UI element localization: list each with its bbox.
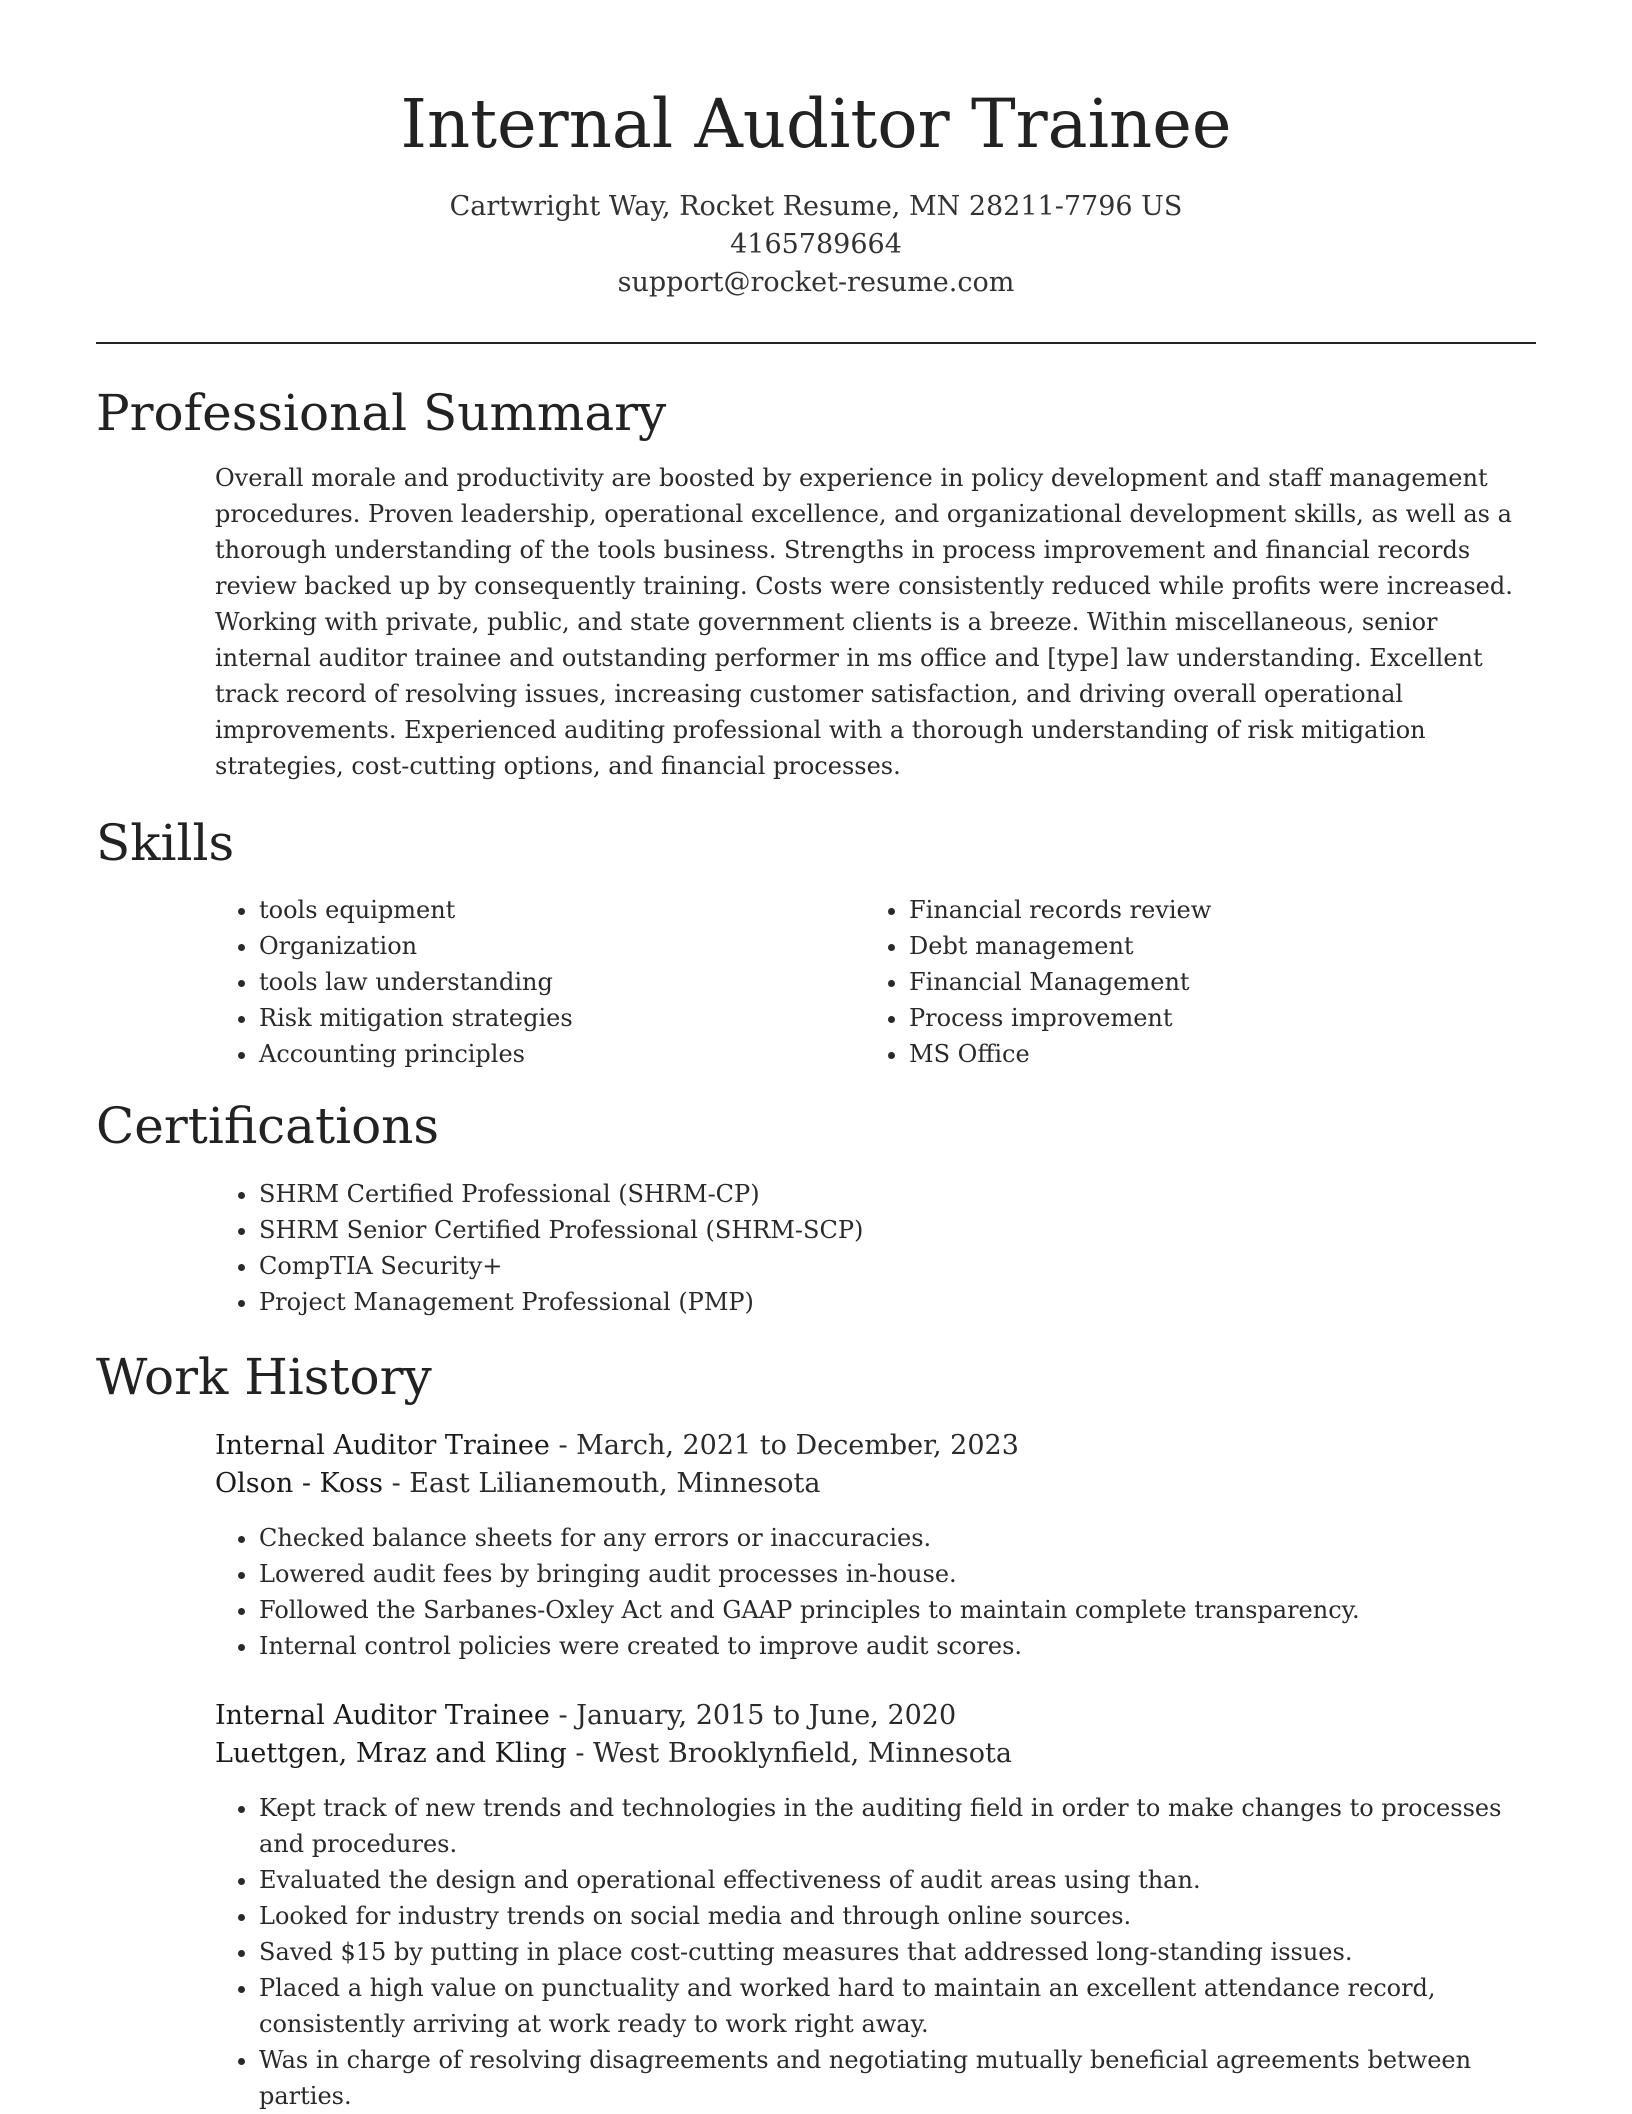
job-company: Olson - Koss <box>215 1468 383 1499</box>
job-bullet: • Followed the Sarbanes-Oxley Act and GAAP principles to maintain complete transparency. <box>259 1592 1540 1628</box>
skills-column-right <box>865 892 1211 1072</box>
certification-item: • Project Management Professional (PMP) <box>259 1284 863 1320</box>
job-bullets <box>215 1520 1540 1664</box>
skill-item: • Financial records review <box>909 892 1211 928</box>
job-bullet: • Was in charge of resolving disagreements and negotiating mutually beneficial agreements between parties. <box>259 2042 1540 2114</box>
skills-column-left <box>215 892 573 1072</box>
section-title-skills: Skills <box>96 814 235 872</box>
certification-item: • CompTIA Security+ <box>259 1248 863 1284</box>
certifications-list <box>215 1176 863 1320</box>
skill-item: • tools law understanding <box>259 964 573 1000</box>
certification-item: • SHRM Certified Professional (SHRM-CP) <box>259 1176 863 1212</box>
job-title-line <box>215 1697 1012 1735</box>
job-location: - East Lilianemouth, Minnesota <box>382 1468 821 1499</box>
job-header <box>215 1697 1012 1773</box>
job-company-line <box>215 1735 1012 1773</box>
job-bullet: • Kept track of new trends and technologies in the auditing field in order to make changes to processes and procedures. <box>259 1790 1540 1862</box>
section-title-work-history: Work History <box>96 1348 432 1406</box>
job-bullet: • Saved $15 by putting in place cost-cutting measures that addressed long-standing issues. <box>259 1934 1540 1970</box>
certification-item: • SHRM Senior Certified Professional (SHRM-SCP) <box>259 1212 863 1248</box>
job-bullets <box>215 1790 1540 2114</box>
contact-email: support@rocket-resume.com <box>617 267 1015 298</box>
contact-phone: 4165789664 <box>730 229 902 260</box>
resume-name: Internal Auditor Trainee <box>400 85 1232 163</box>
header-divider <box>96 342 1536 344</box>
skill-item: • Accounting principles <box>259 1036 573 1072</box>
job-company: Luettgen, Mraz and Kling <box>215 1738 567 1769</box>
skill-item: • Financial Management <box>909 964 1211 1000</box>
skill-item: • MS Office <box>909 1036 1211 1072</box>
summary-text: Overall morale and productivity are boosted by experience in policy development and staff management procedures. Proven leadership, operational excellence, and organizational development skills, as well as a thorough understanding of the tools business. Strengths in process improvement and financial records review backed up by consequently training. Costs were consistently reduced while profits were increased. Working with private, public, and state government clients is a breeze. Within miscellaneous, senior internal auditor trainee and outstanding performer in ms office and [type] law understanding. Excellent track record of resolving issues, increasing customer satisfaction, and driving overall operational improvements. Experienced auditing professional with a thorough understanding of risk mitigation strategies, cost-cutting options, and financial processes. <box>215 464 1513 780</box>
job-dates: - March, 2021 to December, 2023 <box>549 1430 1019 1461</box>
resume-header <box>0 0 1632 302</box>
job-bullet: • Placed a high value on punctuality and worked hard to maintain an excellent attendance record, consistently arriving at work ready to work right away. <box>259 1970 1540 2042</box>
skill-item: • Risk mitigation strategies <box>259 1000 573 1036</box>
job-title-line <box>215 1427 1019 1465</box>
job-company-line <box>215 1465 1019 1503</box>
job-bullet: • Evaluated the design and operational effectiveness of audit areas using than. <box>259 1862 1540 1898</box>
job-bullet: • Lowered audit fees by bringing audit processes in-house. <box>259 1556 1540 1592</box>
skill-item: • Process improvement <box>909 1000 1211 1036</box>
skill-item: • Organization <box>259 928 573 964</box>
contact-address: Cartwright Way, Rocket Resume, MN 28211-7796 US <box>449 191 1183 222</box>
section-title-summary: Professional Summary <box>96 384 667 442</box>
contact-block <box>0 188 1632 302</box>
job-bullet: • Checked balance sheets for any errors or inaccuracies. <box>259 1520 1540 1556</box>
job-header <box>215 1427 1019 1503</box>
job-title: Internal Auditor Trainee <box>215 1700 550 1731</box>
job-dates: - January, 2015 to June, 2020 <box>549 1700 957 1731</box>
job-bullet: • Looked for industry trends on social media and through online sources. <box>259 1898 1540 1934</box>
job-title: Internal Auditor Trainee <box>215 1430 550 1461</box>
skill-item: • Debt management <box>909 928 1211 964</box>
job-bullet: • Internal control policies were created to improve audit scores. <box>259 1628 1540 1664</box>
skill-item: • tools equipment <box>259 892 573 928</box>
section-title-certifications: Certifications <box>96 1097 440 1155</box>
job-location: - West Brooklynfield, Minnesota <box>566 1738 1012 1769</box>
